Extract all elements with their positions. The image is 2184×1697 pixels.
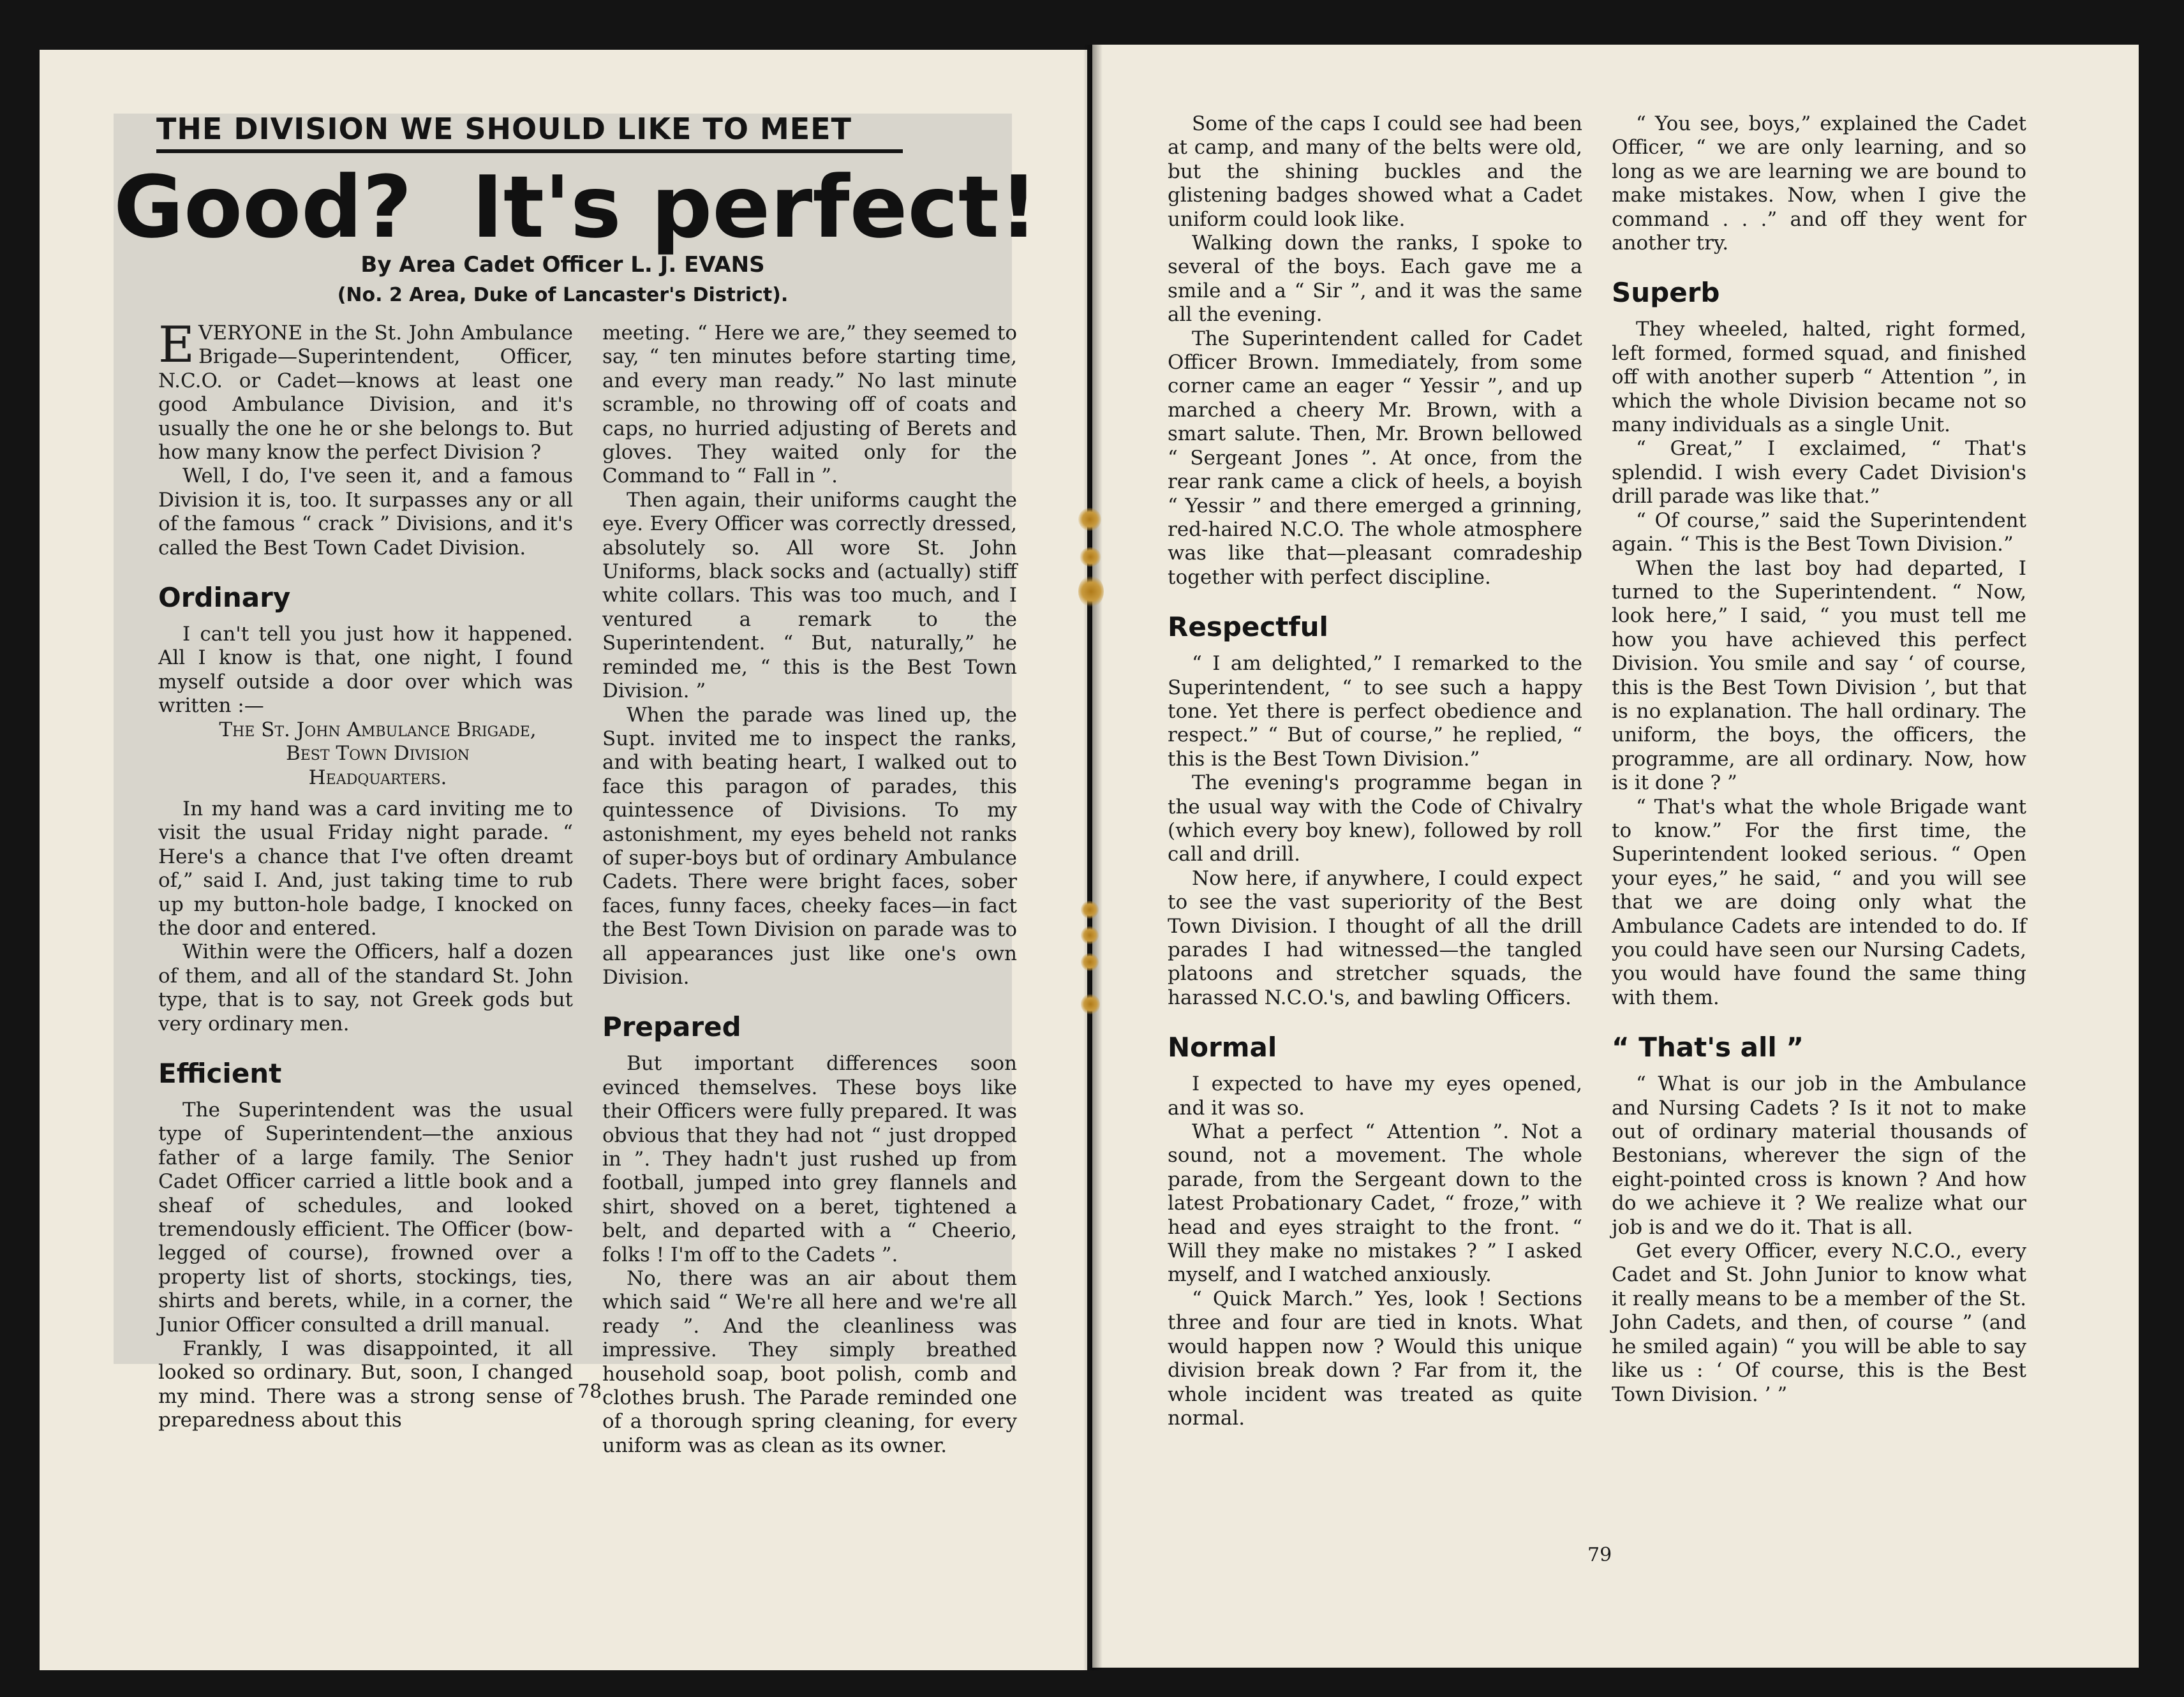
paragraph: No, there was an air about them which said “ We're all here and we're all ready ”. And the cleanliness was impressive. They simply breathed household soap, boot polish, comb and clothes brush. The Parade reminded one of a thorough spring cleaning, for every uniform was as clean as its owner. [602, 1267, 1017, 1457]
paragraph: I can't tell you just how it happened. All I know is that, one night, I found myself outside a door over which was written :— [158, 623, 573, 718]
paragraph: But important differences soon evinced themselves. These boys like their Officers were fully prepared. It was obvious that they had not “ just dropped in ”. They hadn't just rushed up from football, jumped into grey flannels and shirt, shoved on a beret, tightened a belt, and departed with a “ Cheerio, folks ! I'm off to the Cadets ”. [602, 1052, 1017, 1266]
staple-stain [1081, 926, 1099, 944]
paragraph: meeting. “ Here we are,” they seemed to say, “ ten minutes before starting time, and every man ready.” No last minute scramble, no throwing off of coats and caps, no hurried adjusting of Berets and gloves. They waited only for the Command to “ Fall in ”. [602, 322, 1017, 488]
page-number-left: 78 [577, 1381, 602, 1403]
subheading-respectful: Respectful [1168, 611, 1328, 643]
paragraph: “ Of course,” said the Superintendent again. “ This is the Best Town Division.” [1612, 508, 2026, 556]
column-2 [602, 322, 1017, 1458]
door-sign-line: Best Town Division [285, 742, 470, 766]
subheading-prepared: Prepared [602, 1011, 741, 1043]
subheading-efficient: Efficient [158, 1057, 282, 1089]
column-3 [1168, 112, 1582, 1430]
paragraph: Then again, their uniforms caught the eye. Every Officer was correctly dressed, absolutely so. All wore St. John Uniforms, black socks and (actually) stiff white collars. This was too much, and I ventured a remark to the Superintendent. “ But, naturally,” he reminded me, “ this is the Best Town Division. ” [602, 488, 1017, 703]
paragraph: The Superintendent was the usual type of Superintendent—the anxious father of a large family. The Senior Cadet Officer carried a little book and a sheaf of schedules, and looked tremendously efficient. The Officer (bow-legged of course), frowned over a property list of shorts, stockings, ties, shirts and berets, while, in a corner, the Junior Officer consulted a drill manual. [158, 1098, 573, 1337]
paragraph: “ Quick March.” Yes, look ! Sections three and four are tied in knots. What would happen now ? Would this unique division break down ? Far from it, the whole incident was treated as quite normal. [1168, 1287, 1582, 1430]
paragraph: Well, I do, I've seen it, and a famous Division it is, too. It surpasses any or all of the famous “ crack ” Divisions, and it's called the Best Town Cadet Division. [158, 464, 573, 559]
spine-fold [1083, 45, 1103, 1670]
subheading-thats-all: “ That's all ” [1612, 1032, 1804, 1063]
intro-paragraph: EVERYONE in the St. John Ambulance Brigade—Superintendent, Officer, N.C.O. or Cadet—knows at least one good Ambulance Division, and it's usually the one he or she belongs to. But how many know the perfect Division ? [158, 316, 573, 464]
column-1 [158, 316, 573, 1433]
paragraph: Now here, if anywhere, I could expect to see the vast superiority of the Best Town Division. I thought of all the drill parades I had witnessed—the tangled platoons and stretcher squads, the harassed N.C.O.'s, and bawling Officers. [1168, 866, 1582, 1009]
paragraph: “ Great,” I exclaimed, “ That's splendid. I wish every Cadet Division's drill parade was like that.” [1612, 437, 2026, 508]
paragraph: Walking down the ranks, I spoke to several of the boys. Each gave me a smile and a “ Sir ”, and it was the same all the evening. [1168, 232, 1582, 327]
subheading-normal: Normal [1168, 1032, 1277, 1063]
door-sign-line: The St. John Ambulance Brigade, [219, 718, 537, 741]
paragraph: Within were the Officers, half a dozen of them, and all of the standard St. John type, that is to say, not Greek gods but very ordinary men. [158, 940, 573, 1035]
article-byline-sub: (No. 2 Area, Duke of Lancaster's District). [337, 284, 789, 306]
staple-stain [1078, 508, 1101, 531]
paragraph: In my hand was a card inviting me to visit the usual Friday night parade. “ Here's a chance that I've often dreamt of,” said I. And, just taking time to rub up my button-hole badge, I knocked on the door and entered. [158, 797, 573, 940]
paragraph: I expected to have my eyes opened, and it was so. [1168, 1072, 1582, 1120]
column-4 [1612, 112, 2026, 1407]
paragraph: “ I am delighted,” I remarked to the Superintendent, “ to see such a happy tone. Yet there is perfect obedience and respect.” “ But of course,” he replied, “ this is the Best Town Division.” [1168, 652, 1582, 771]
article-byline: By Area Cadet Officer L. J. EVANS [360, 252, 765, 278]
staple-stain [1080, 547, 1101, 567]
paragraph: They wheeled, halted, right formed, left formed, formed squad, and finished off with another superb “ Attention ”, in which the whole Division became not so many individuals as a single Unit. [1612, 318, 2026, 437]
paragraph: “ What is our job in the Ambulance and Nursing Cadets ? Is it not to make out of ordinary material thousands of Bestonians, wherever the sign of the eight-pointed cross is known ? And how do we achieve it ? We realize what our job is and we do it. That is all. [1612, 1072, 2026, 1239]
paragraph: The evening's programme began in the usual way with the Code of Chivalry (which every boy knew), followed by roll call and drill. [1168, 771, 1582, 866]
subheading-superb: Superb [1612, 277, 1720, 309]
paragraph: The Superintendent called for Cadet Officer Brown. Immediately, from some corner came an eager “ Yessir ”, and up marched a cheery Mr. Brown, with a smart salute. Then, Mr. Brown bellowed “ Sergeant Jones ”. At once, from the rear rank came a click of heels, a boyish “ Yessir ” and there emerged a grinning, red-haired N.C.O. The whole atmosphere was like that—pleasant comradeship together with perfect discipline. [1168, 327, 1582, 589]
section-header: THE DIVISION WE SHOULD LIKE TO MEET [156, 108, 903, 153]
staple-stain [1081, 901, 1099, 919]
paragraph: “ You see, boys,” explained the Cadet Officer, “ we are only learning, and so long as we are learning we are bound to make mistakes. Now, when I give the command . . .” and off they went for another try. [1612, 112, 2026, 255]
paragraph: When the parade was lined up, the Supt. invited me to inspect the ranks, and with beating heart, I walked out to face this paragon of parades, this quintessence of Divisions. To my astonishment, my eyes beheld not ranks of super-boys but of ordinary Ambulance Cadets. There were bright faces, sober faces, funny faces, cheeky faces—in fact the Best Town Division on parade was to all appearances just like one's own Division. [602, 703, 1017, 989]
paragraph: When the last boy had departed, I turned to the Superintendent. “ Now, look here,” I said, “ you must tell me how you have achieved this perfect Division. You smile and say ‘ of course, this is the Best Town Division ’, but that is no explanation. The hall ordinary. The uniform, the boys, the officers, the programme, are all ordinary. Now, how is it done ? ” [1612, 556, 2026, 795]
door-sign-line: Headquarters. [308, 766, 447, 789]
subheading-ordinary: Ordinary [158, 582, 291, 614]
paragraph: Some of the caps I could see had been at camp, and many of the belts were old, but the shining buckles and the glistening badges showed what a Cadet uniform could look like. [1168, 112, 1582, 231]
article-headline: Good? It's perfect! [114, 158, 1039, 257]
paragraph: “ That's what the whole Brigade want to know.” For the first time, the Superintendent looked serious. “ Open your eyes,” he said, “ and you will see that we are doing only what the Ambulance Cadets are intended to do. If you could have seen our Nursing Cadets, you would have found the same thing with them. [1612, 795, 2026, 1009]
paragraph: Get every Officer, every N.C.O., every Cadet and St. John Junior to know what it really means to be a member of the St. John Cadets, and then, of course ” (and he smiled again) “ you will be able to say like us : ‘ Of course, this is the Best Town Division. ’ ” [1612, 1240, 2026, 1406]
drop-cap: E [158, 316, 195, 374]
staple-stain [1081, 994, 1100, 1014]
paragraph: Frankly, I was disappointed, it all looked so ordinary. But, soon, I changed my mind. There was a strong sense of preparedness about this [158, 1337, 573, 1432]
staple-stain [1081, 953, 1099, 971]
staple-stain [1078, 575, 1104, 607]
paragraph: What a perfect “ Attention ”. Not a sound, not a movement. The whole parade, from the Sergeant down to the latest Probationary Cadet, “ froze,” with head and eyes straight to the front. “ Will they make no mistakes ? ” I asked myself, and I watched anxiously. [1168, 1120, 1582, 1287]
page-number-right: 79 [1587, 1544, 1612, 1566]
